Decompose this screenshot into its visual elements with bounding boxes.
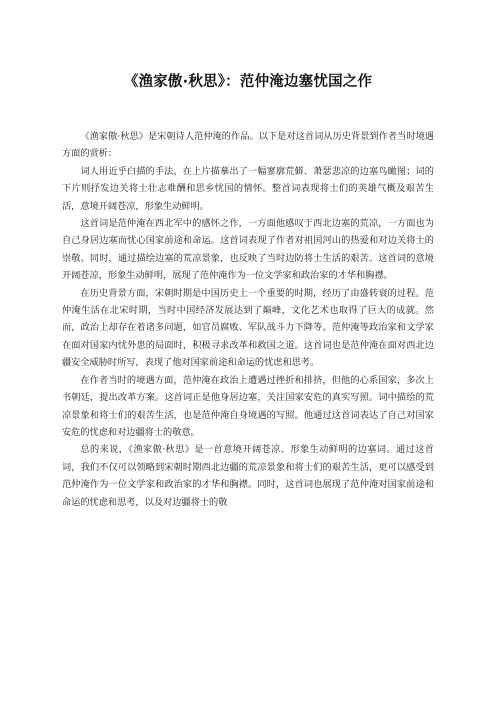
- paragraph-author-situation: 在作者当时的境遇方面，范仲淹在政治上遭遇过挫折和排挤，但他的心系国家，多次上书朝廷，提出改革方案。这首词正是他身居边塞，关注国家安危的真实写照。词中描绘的荒凉景象和将士们的艰苦生活，也是范仲淹自身境遇的写照。他通过这首词表达了自己对国家安危的忧虑和对边疆将士的敬意。: [62, 374, 434, 438]
- paragraph-theme: 这首词是范仲淹在西北军中的感怀之作，一方面他感叹于西北边塞的荒凉，一方面也为自己身居边塞而忧心国家前途和命运。这首词表现了作者对祖国河山的热爱和对边关将士的崇敬。同时，通过描绘边塞的荒凉景象，也反映了当时边防将士生活的艰苦。这首词的意境开阔苍凉，形象生动鲜明，展现了范仲淹作为一位文学家和政治家的才华和胸襟。: [62, 218, 434, 282]
- document-title: 《渔家傲·秋思》：范仲淹边塞忧国之作: [123, 74, 373, 90]
- document-body: [62, 128, 434, 511]
- paragraph-historical-background: 在历史背景方面，宋朝时期是中国历史上一个重要的时期，经历了由盛转衰的过程。范仲淹生活在北宋时期，当时中国经济发展达到了巅峰，文化艺术也取得了巨大的成就。然而，政治上却存在着诸多问题，如官员腐败、军队战斗力下降等。范仲淹等政治家和文学家在面对国家内忧外患的局面时，积极寻求改革和救国之道。这首词也是范仲淹在面对西北边疆安全威胁时所写，表现了他对国家前途和命运的忧虑和思考。: [62, 287, 434, 369]
- paragraph-intro: 《渔家傲·秋思》是宋朝诗人范仲淹的作品。以下是对这首词从历史背景到作者当时境遇方面的赏析：: [62, 131, 434, 160]
- paragraph-summary: 总的来说，《渔家傲·秋思》是一首意境开阔苍凉、形象生动鲜明的边塞词。通过这首词，我们不仅可以领略到宋朝时期西北边疆的荒凉景象和将士们的艰苦生活，更可以感受到范仲淹作为一位文学家和政治家的才华和胸襟。同时，这首词也展现了范仲淹对国家前途和命运的忧虑和思考，以及对边疆将士的敬: [62, 444, 434, 508]
- paragraph-content: 词人用近乎白描的手法，在上片描摹出了一幅寥廓荒僻、萧瑟悲凉的边塞鸟瞰图；词的下片则抒发边关将士壮志难酬和思乡忧国的情怀。整首词表现将士们的英雄气概及艰苦生活，意境开阔苍凉，形象生动鲜明。: [62, 165, 434, 212]
